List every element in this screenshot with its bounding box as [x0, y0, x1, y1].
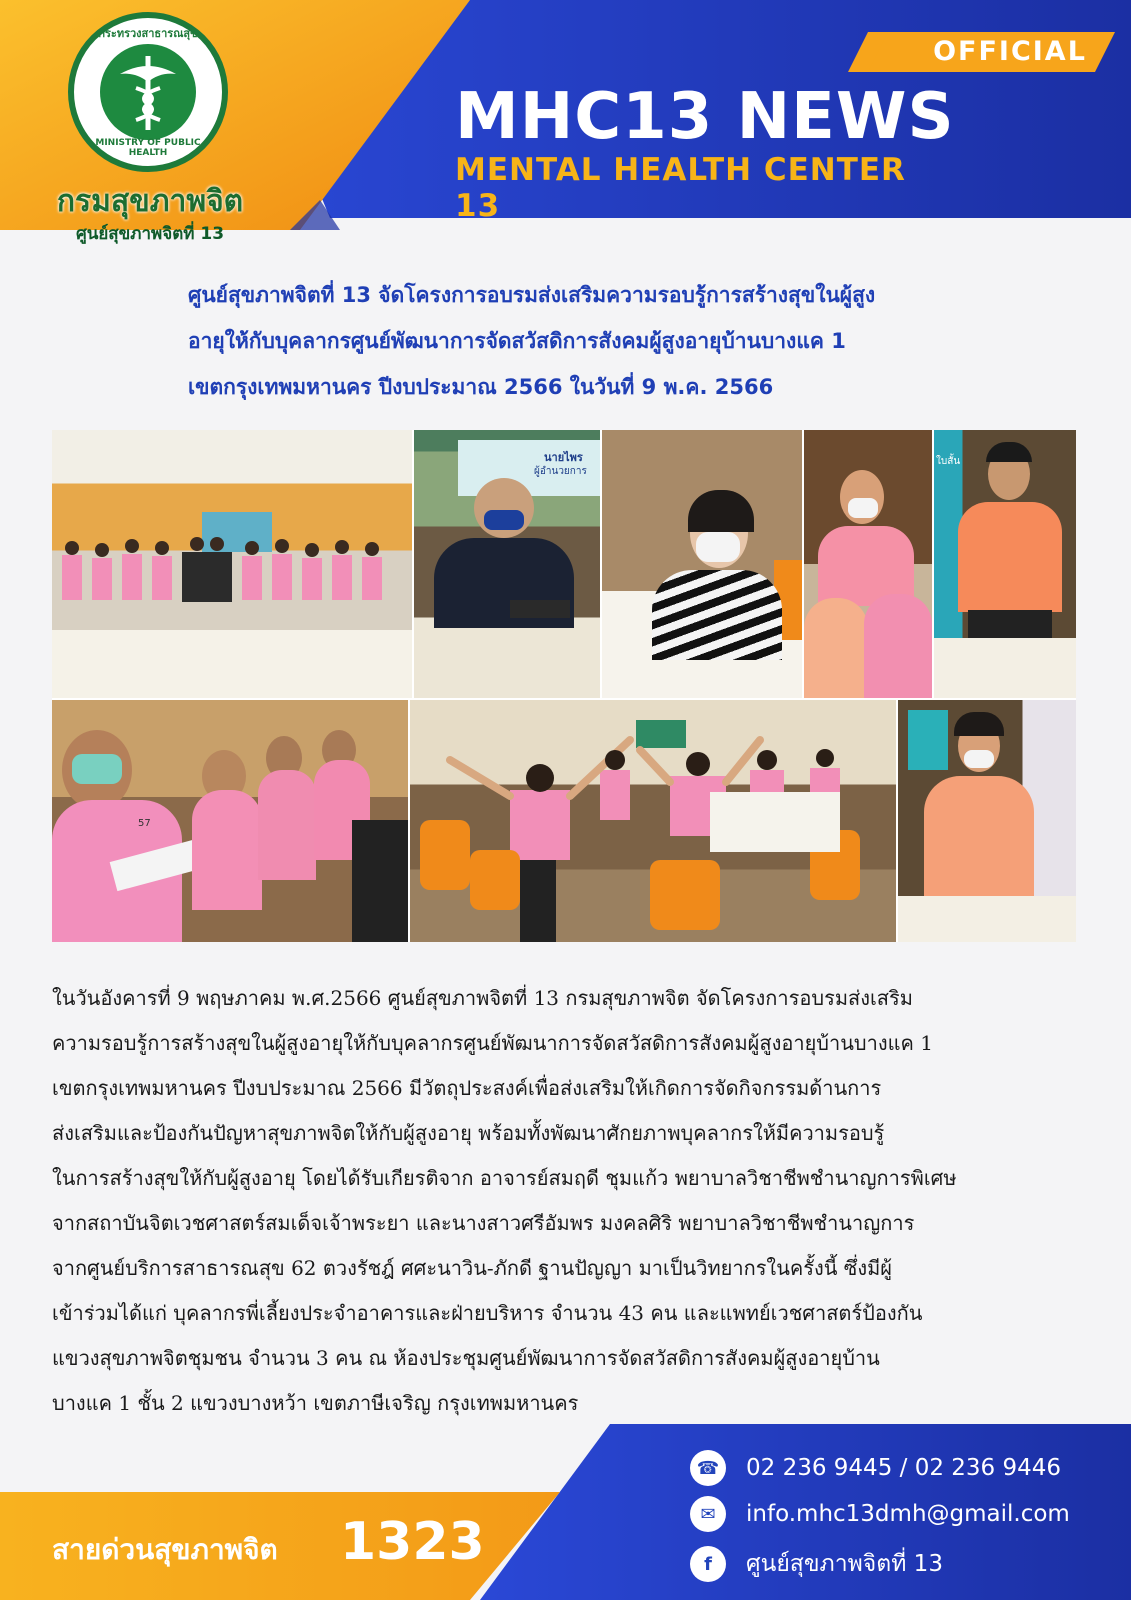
body-line: ความรอบรู้การสร้างสุขในผู้สูงอายุให้กับบุคลากรศูนย์พัฒนาการจัดสวัสดิการสังคมผู้สูงอายุบ้านบางแค 1 [52, 1031, 933, 1055]
body-line: เข้าร่วมได้แก่ บุคลากรพี่เลี้ยงประจำอาคารและฝ่ายบริหาร จำนวน 43 คน และแพทย์เวชศาสตร์ป้องกัน [52, 1301, 923, 1325]
department-subtitle: ศูนย์สุขภาพจิตที่ 13 [75, 224, 225, 244]
photo-collage [52, 430, 1076, 942]
facebook-icon: f [690, 1546, 726, 1582]
group-photo [52, 430, 412, 698]
contact-phone[interactable] [690, 1448, 1061, 1488]
news-title: MHC13 NEWS [455, 80, 955, 154]
headline-line: ศูนย์สุขภาพจิตที่ 13 จัดโครงการอบรมส่งเสริมความรอบรู้การสร้างสุขในผู้สูง [188, 283, 876, 307]
participant-mic-photo [804, 430, 932, 698]
badge-number: 57 [138, 818, 151, 829]
hotline-label: สายด่วนสุขภาพจิต [52, 1533, 278, 1566]
exercise-activity-photo [410, 700, 896, 942]
slide-text: นายไพร [544, 451, 583, 464]
slide-text: ผู้อำนวยการ [534, 466, 587, 477]
body-line: ในวันอังคารที่ 9 พฤษภาคม พ.ศ.2566 ศูนย์สุขภาพจิตที่ 13 กรมสุขภาพจิต จัดโครงการอบรมส่งเสริม [52, 986, 913, 1010]
speaker-woman-photo [602, 430, 802, 698]
contact-email[interactable] [690, 1494, 1070, 1534]
official-badge: OFFICIAL [933, 36, 1087, 67]
body-line: จากสถาบันจิตเวชศาสตร์สมเด็จเจ้าพระยา และนางสาวศรีอัมพร มงคลศิริ พยาบาลวิชาชีพชำนาญการ [52, 1211, 915, 1235]
presenter-man-photo [934, 430, 1076, 698]
facebook-page[interactable]: ศูนย์สุขภาพจิตที่ 13 [746, 1551, 943, 1577]
slide-text: ใบสั้น [936, 456, 961, 467]
department-name: กรมสุขภาพจิต [56, 184, 244, 219]
speaker-man-photo [414, 430, 600, 698]
ministry-logo [68, 12, 228, 172]
email-icon: ✉ [690, 1496, 726, 1532]
news-subtitle: MENTAL HEALTH CENTER 13 [455, 152, 906, 224]
phone-number[interactable]: 02 236 9445 / 02 236 9446 [746, 1455, 1062, 1481]
participant-speaking-photo [898, 700, 1076, 942]
logo-text-top: กระทรวงสาธารณสุข [98, 27, 198, 40]
body-line: เขตกรุงเทพมหานคร ปีงบประมาณ 2566 มีวัตถุประสงค์เพื่อส่งเสริมให้เกิดการจัดกิจกรรมด้านการ [52, 1076, 882, 1100]
phone-icon: ☎ [690, 1450, 726, 1486]
article-body [52, 976, 1080, 1426]
body-line: จากศูนย์บริการสาธารณสุข 62 ตวงรัชฎ์ ศศะนาวิน-ภักดี ฐานปัญญา มาเป็นวิทยากรในครั้งนี้ ซึ่งมีผู้ [52, 1256, 893, 1280]
participants-reading-photo [52, 700, 408, 942]
body-line: บางแค 1 ชั้น 2 แขวงบางหว้า เขตภาษีเจริญ กรุงเทพมหานคร [52, 1391, 579, 1415]
email-address[interactable]: info.mhc13dmh@gmail.com [746, 1501, 1070, 1527]
body-line: แขวงสุขภาพจิตชุมชน จำนวน 3 คน ณ ห้องประชุมศูนย์พัฒนาการจัดสวัสดิการสังคมผู้สูงอายุบ้าน [52, 1346, 880, 1370]
hotline-number[interactable]: 1323 [340, 1512, 485, 1572]
headline-line: อายุให้กับบุคลากรศูนย์พัฒนาการจัดสวัสดิการสังคมผู้สูงอายุบ้านบางแค 1 [188, 329, 846, 353]
contact-facebook[interactable] [690, 1544, 943, 1584]
headline [188, 272, 1088, 410]
caduceus-icon [100, 44, 196, 140]
body-line: ในการสร้างสุขให้กับผู้สูงอายุ โดยได้รับเกียรติจาก อาจารย์สมฤดี ชุมแก้ว พยาบาลวิชาชีพชำนาญการพิเศษ [52, 1166, 957, 1190]
body-line: ส่งเสริมและป้องกันปัญหาสุขภาพจิตให้กับผู้สูงอายุ พร้อมทั้งพัฒนาศักยภาพบุคลากรให้มีความรอบรู้ [52, 1121, 885, 1145]
headline-line: เขตกรุงเทพมหานคร ปีงบประมาณ 2566 ในวันที่ 9 พ.ค. 2566 [188, 375, 774, 399]
logo-text-bottom: MINISTRY OF PUBLIC HEALTH [95, 138, 201, 158]
